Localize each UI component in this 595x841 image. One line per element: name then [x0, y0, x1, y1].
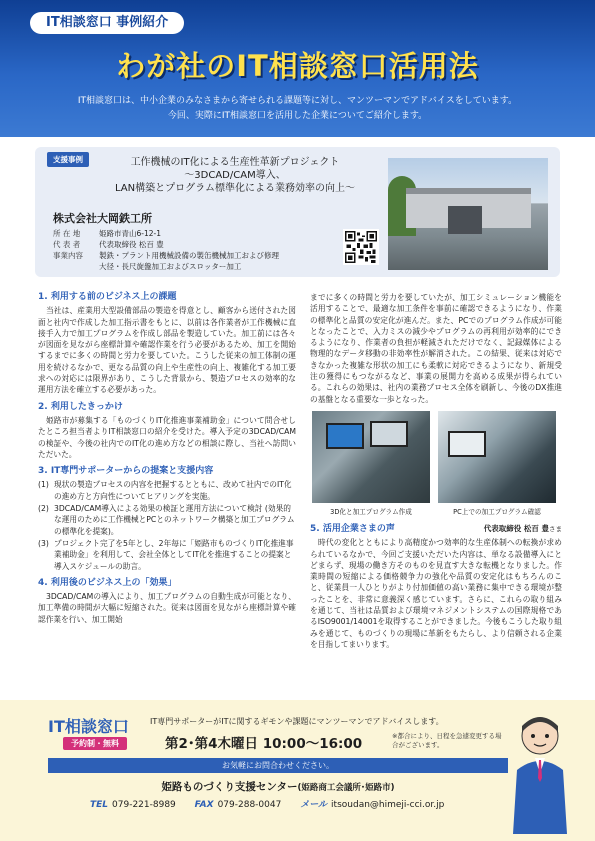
- lead-line-1: IT相談窓口は、中小企業のみなさまから寄せられる課題等に対し、マンツーマンでアドバイスをしています。: [77, 96, 518, 106]
- section-5-header: [310, 523, 562, 537]
- monitor-shape: [326, 423, 364, 449]
- footer-brand: IT相談窓口: [48, 717, 129, 736]
- photo-caption: PC上での加工プログラム確認: [453, 507, 541, 516]
- monitor-shape: [370, 421, 408, 447]
- section-5-text: 時代の変化とともにより高精度かつ効率的な生産体制への転換が求められているなかで、今回ご支援いただいた内容は、単なる設備導入にとどまらず、現場の働き方そのものを見直す大きな転機となりました。作業時間の短縮による価格競争力の強化や品質の安定化はもちろんのこと、従業員一人ひとりがより付加価値の高い業務に集中できる環境が整ったことを、非常に意義深く感じています。さらに、これらの取り組みを通じて、当社は品質および環境マネジメントシステムの国際規格であるISO9001/14001を取得することができました。今後もこうした取り組みを通じて、ものづくりの現場に革新をもたらし、より信頼される企業を目指してまいります。: [310, 538, 562, 649]
- cad-photo: [312, 411, 430, 503]
- lead-line-2: 今回、実際にIT相談窓口を活用した企業についてご紹介します。: [167, 111, 428, 121]
- section-4-continued: までに多くの時間と労力を要していたが、加工シミュレーション機能を活用することで、最適な加工条件を事前に確認できるようになり、作業の標準化と品質の安定化が進んだ。また、PCでのプログラム作成が可能となったことで、入力ミスの減少やプログラムの再利用が効率的にできるようになり、作業者の負担が軽減されただけでなく、記録媒体による物理的なデータ移動の非効率性が解消された。この結果、従来は対応できなかった複雑な形状の加工にも柔軟に対応できるようになり、新規受注の獲得にもつながるなど、事業の展開力を高める成果が得られている。これらの効果は、社内の業務プロセス全体を刷新し、今後のDX推進の基盤となる重要な一歩となった。: [310, 293, 562, 404]
- section-1-text: 当社は、産業用大型設備部品の製造を得意とし、顧客から送付された図面と社内で作成した加工指示書をもとに、以前は各作業者が工作機械に直接手入力で加工プログラムを作成し部品を製造していた。加工前には各々が図面を見ながら座標計算や確認作業を行う必要があるため、加工を開始するまでに多くの時間と労力を要していた。こうした従来の加工体制の運用を続けるなかで、更なる品質の向上や生産性の向上、複雑化する加工要求への対応には限界があり、こうした背景から、製造プロセスの効率的な運用方法を確立する必要があった。: [38, 306, 296, 395]
- list-item: (1) 現状の製造プロセスの内容を把握するとともに、改めて社内でのIT化の進め方と方向性についてヒアリングを実施。: [38, 480, 292, 501]
- photo-row: [310, 411, 562, 523]
- header-lead: [20, 94, 575, 124]
- case-badge: 支援事例: [47, 152, 89, 167]
- section-2-text: 姫路市が募集する「ものづくりIT化推進事業補助金」について問合せしたところ担当者よりIT相談窓口の紹介を受けた。導入予定の3DCAD/CAMの検証や、今後の社内でのIT化の進め方などの相談に際し、当社へ訪問いただいた。: [38, 415, 296, 459]
- info-row: 所 在 地 姫路市青山6-12-1: [53, 229, 161, 238]
- company-info: [53, 228, 349, 272]
- case-box: [35, 147, 560, 277]
- info-row: 事業内容 製鉄・プラント用機械設備の製缶機械加工および修理: [53, 251, 279, 260]
- page-title: わが社のIT相談窓口活用法: [116, 49, 479, 83]
- contact-line: [90, 797, 460, 810]
- project-title: [85, 156, 385, 195]
- section-3-heading: 3. IT専門サポーターからの提案と支援内容: [38, 466, 214, 477]
- right-column: [310, 292, 562, 656]
- mail-link[interactable]: メール itsoudan@himeji-cci.or.jp: [300, 800, 445, 810]
- factory-photo: [388, 158, 548, 270]
- footer-badge: 予約制・無料: [63, 737, 127, 750]
- qr-code-icon[interactable]: [343, 229, 379, 265]
- tel-item[interactable]: TEL 079-221-8989: [90, 800, 176, 810]
- section-4-text: 3DCAD/CAMの導入により、加工プログラムの自動生成が可能となり、加工準備の時間が大幅に短縮された。従来は図面を見ながら座標計算や確認作業を行い、加工開始: [38, 592, 296, 624]
- fax-item: FAX 079-288-0047: [194, 800, 282, 810]
- section-4-heading: 4. 利用後のビジネス上の「効果」: [38, 577, 177, 588]
- project-line-1: 工作機械のIT化による生産性革新プロジェクト: [130, 157, 340, 168]
- testimonial-person: 代表取締役 松百 豊さま: [483, 523, 562, 533]
- photo-caption: 3D化と加工プログラム作成: [330, 507, 412, 516]
- list-item: (3) プロジェクト完了を5年とし、2年毎に「姫路市ものづくりIT化推進事業補助金」を利用して、会社全体としてIT化を推進することの提案と導入スケジュールの助言。: [38, 538, 294, 571]
- section-5-heading: 5. 活用企業さまの声: [310, 523, 395, 534]
- footer-description: IT専門サポーターがITに関するギモンや課題にマンツーマンでアドバイスします。: [150, 717, 444, 726]
- pc-photo: [438, 411, 556, 503]
- section-3-list: [38, 479, 296, 571]
- info-row: 代 表 者 代表取締役 松百 豊: [53, 240, 164, 249]
- factory-door: [448, 206, 482, 234]
- info-row: 大径・長尺旋盤加工およびスロッター加工: [99, 262, 242, 271]
- contact-bar: お気軽にお問合わせください。: [48, 758, 508, 773]
- left-column: [38, 292, 296, 631]
- mascot-icon: [505, 708, 575, 834]
- monitor-shape: [448, 431, 486, 457]
- company-name: 株式会社大岡鉄工所: [53, 212, 152, 225]
- list-item: (2) 3DCAD/CAM導入による効果の検証と運用方法について検討 (効果的な運用のために工作機械とPCとのネットワーク構築と加工プログラムの標準化を提案)。: [38, 504, 295, 536]
- footer-schedule: 第2･第4木曜日 10:00〜16:00: [165, 736, 363, 752]
- project-line-2: 〜3DCAD/CAM導入、: [184, 170, 286, 181]
- footer-note: ※都合により、日程を急遽変更する場合がございます。: [392, 732, 502, 749]
- section-2-heading: 2. 利用したきっかけ: [38, 401, 123, 412]
- header-banner: [0, 0, 595, 137]
- project-line-3: LAN構築とプログラム標準化による業務効率の向上〜: [114, 183, 356, 194]
- header-tag: IT相談窓口 事例紹介: [30, 12, 184, 34]
- footer: [0, 700, 595, 841]
- section-1-heading: 1. 利用する前のビジネス上の課題: [38, 292, 177, 302]
- center-name: 姫路ものづくり支援センター(姫路商工会議所･姫路市): [161, 781, 395, 793]
